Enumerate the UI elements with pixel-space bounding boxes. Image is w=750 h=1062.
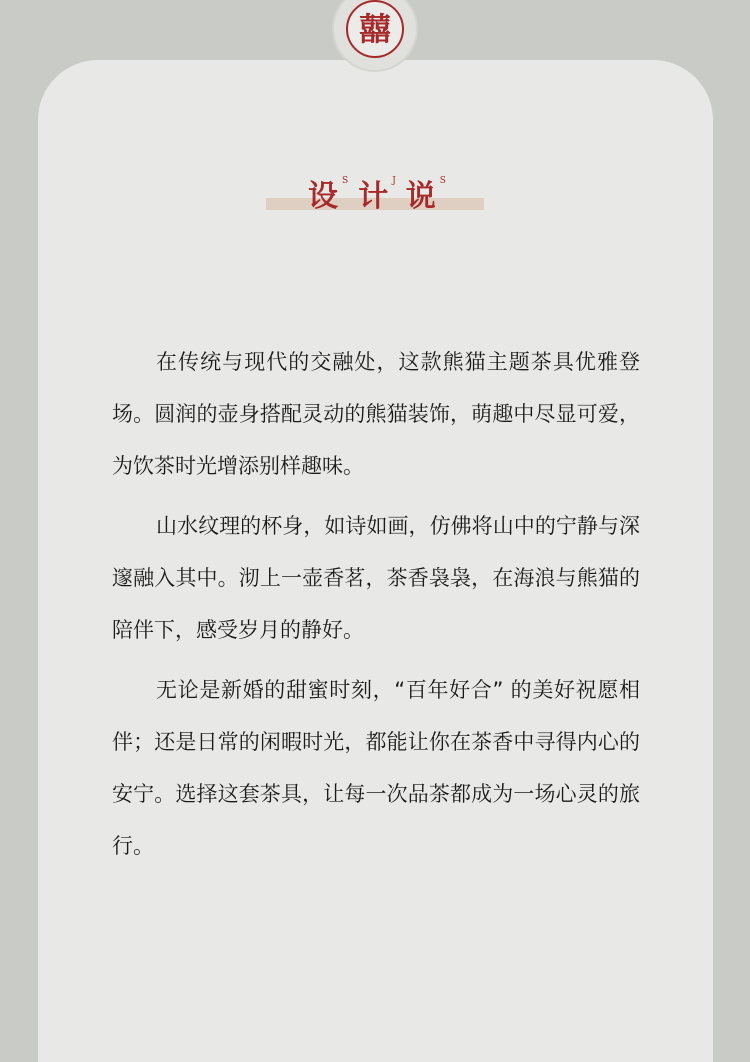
paragraph-cup-texture: 山水纹理的杯身，如诗如画，仿佛将山中的宁静与深邃融入其中。沏上一壶香茗，茶香袅袅，在海浪与熊猫的陪伴下，感受岁月的静好。 [112, 514, 640, 642]
double-happiness-icon: 囍 [358, 10, 391, 48]
page-title [300, 172, 460, 212]
section-header [0, 120, 750, 240]
title-char-2: 计 [358, 179, 389, 214]
title-sup-3: S [439, 176, 446, 186]
title-sup-2: J [392, 176, 396, 186]
title-char-1: 设 [308, 179, 339, 214]
double-happiness-badge [346, 0, 404, 58]
description-body [112, 336, 640, 880]
title-sup-1: S [342, 176, 349, 186]
title-char-3: 说 [405, 179, 436, 214]
paragraph-occasion: 无论是新婚的甜蜜时刻，“百年好合” 的美好祝愿相伴；还是日常的闲暇时光，都能让你在茶香中寻得内心的安宁。选择这套茶具，让每一次品茶都成为一场心灵的旅行。 [112, 678, 640, 858]
paragraph-design-intro: 在传统与现代的交融处，这款熊猫主题茶具优雅登场。圆润的壶身搭配灵动的熊猫装饰，萌趣中尽显可爱，为饮茶时光增添别样趣味。 [112, 350, 640, 478]
